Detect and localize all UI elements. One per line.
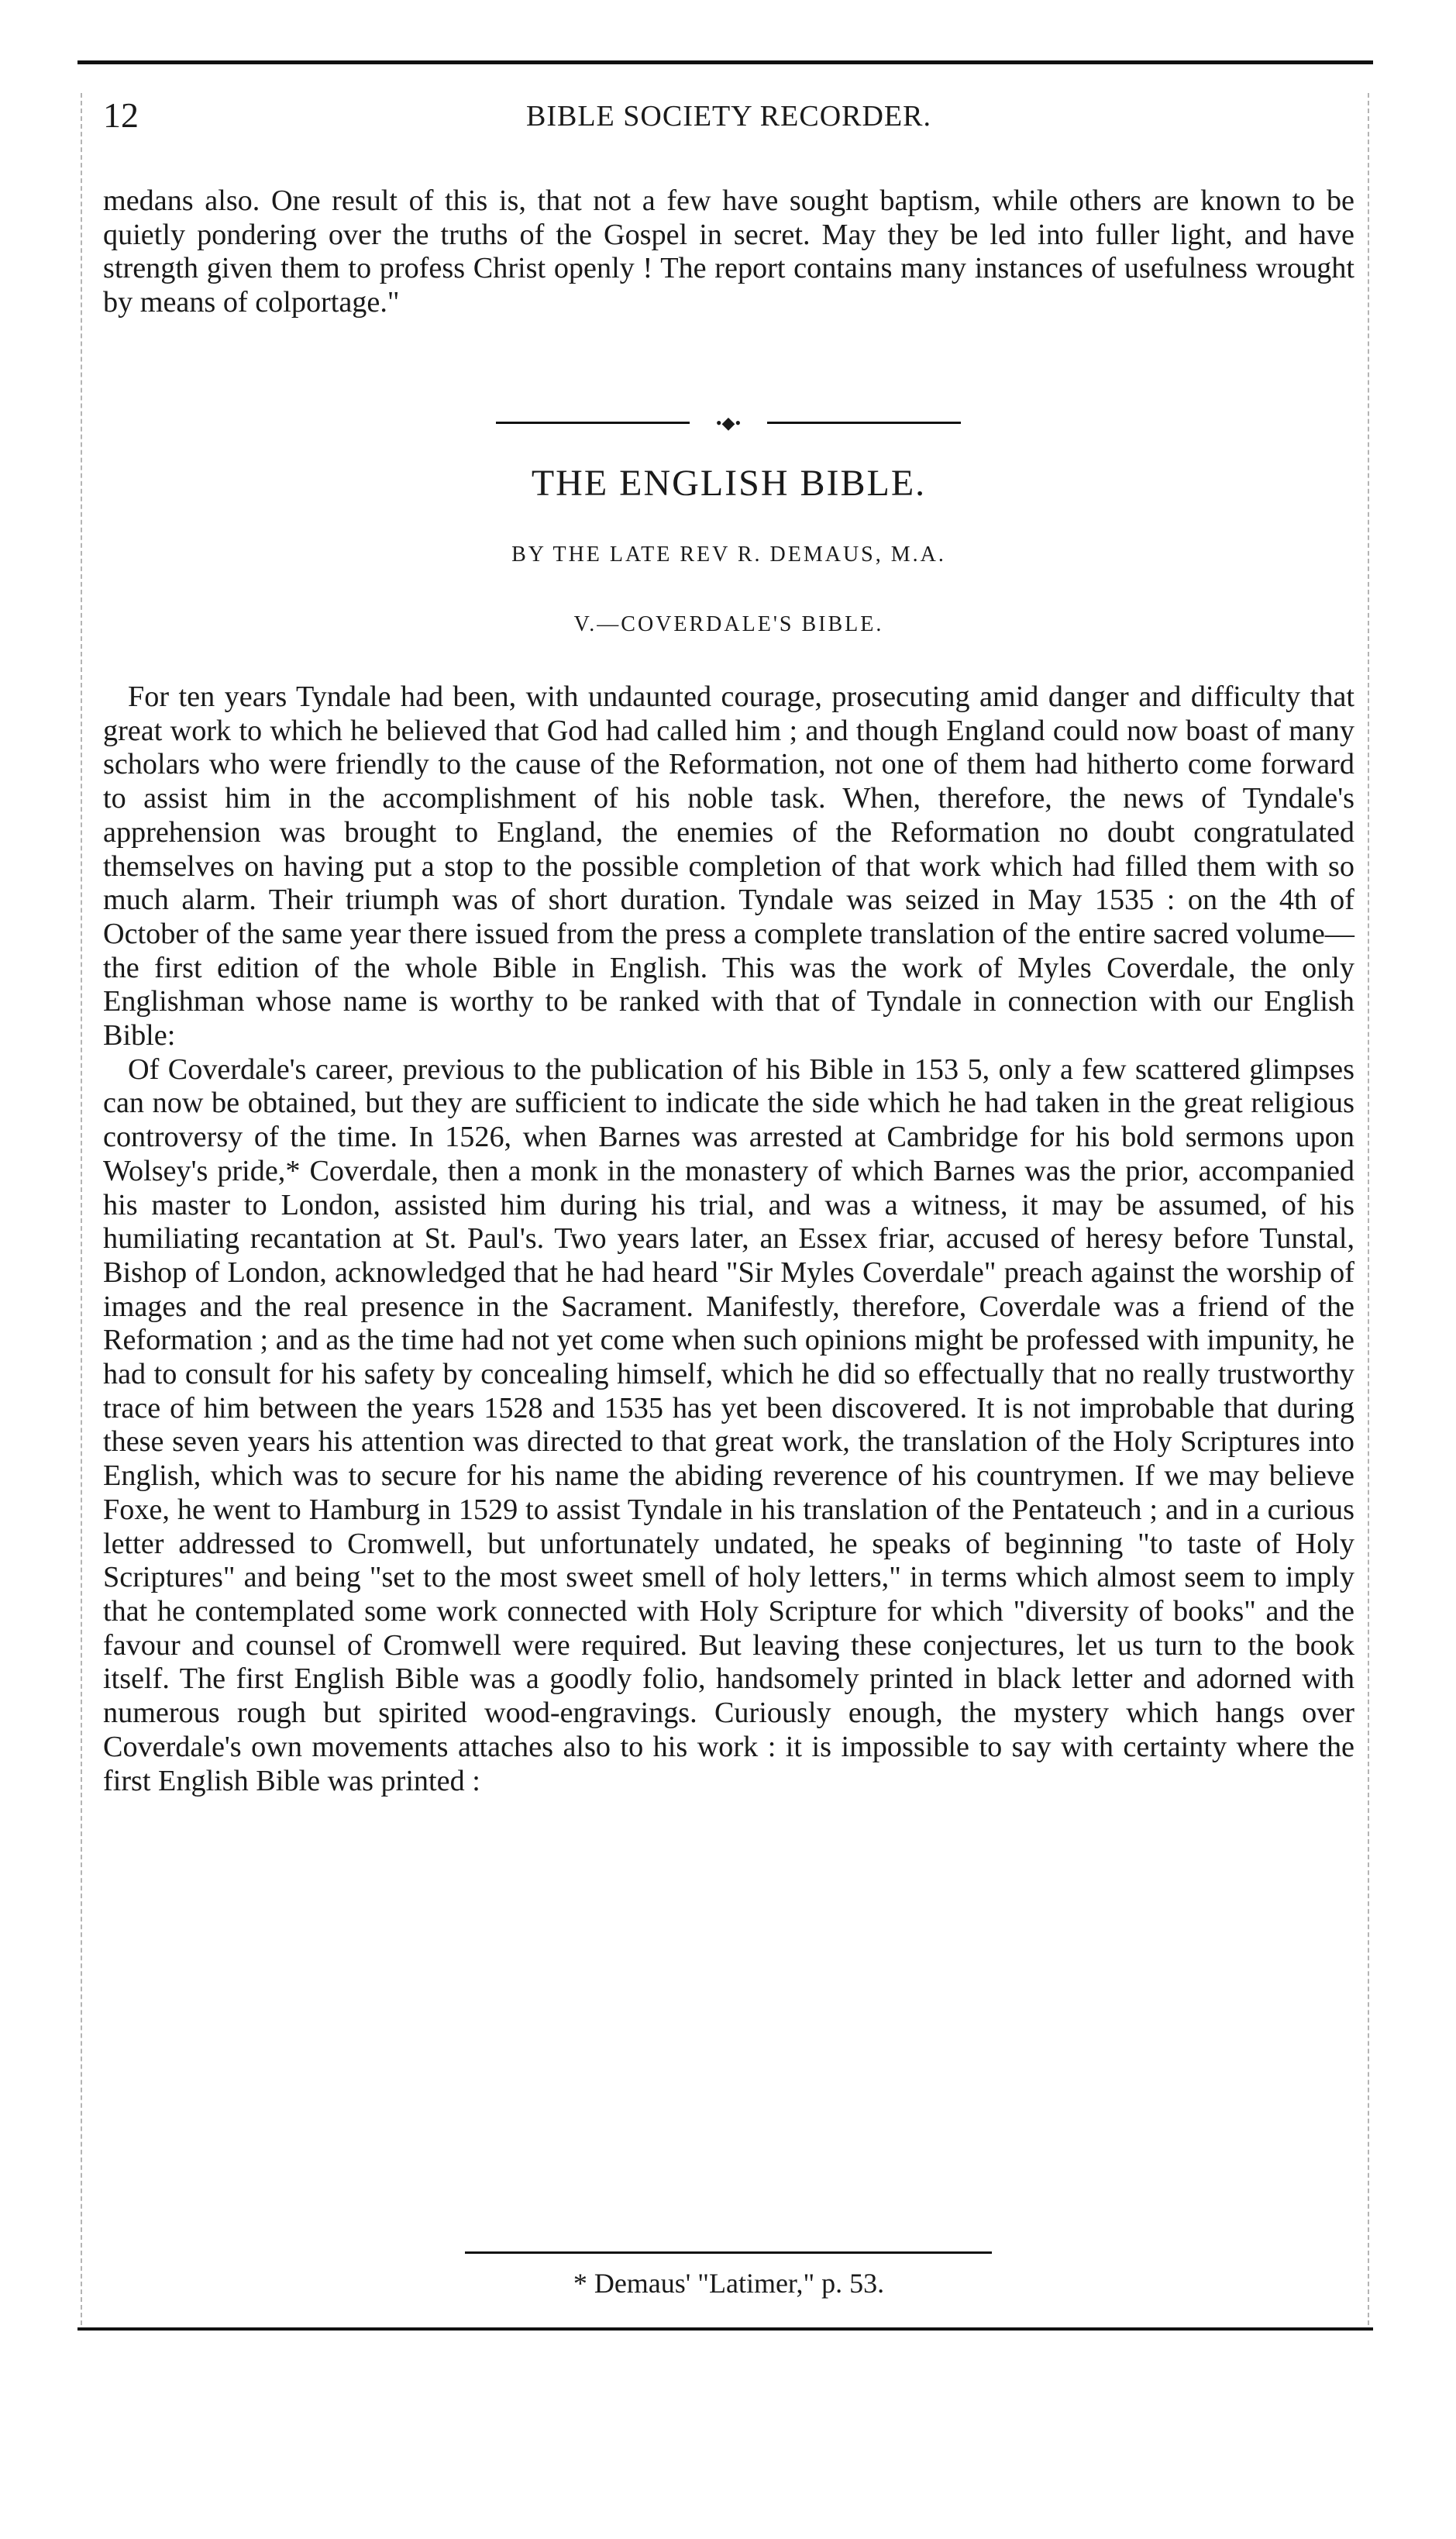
right-margin-trace [1368,93,1371,2325]
footnote-rule [465,2251,992,2254]
divider-ornament: •◆• [690,415,767,431]
article-byline: BY THE LATE REV R. DEMAUS, M.A. [511,543,946,567]
section-divider [496,415,961,431]
article-paragraph: For ten years Tyndale had been, with undaunted courage, prosecuting amid danger and difficulty that great work to which he believed that God had called him ; and though England could now boast of many scholars who were friendly to the cause of the Reformation, not one of them had hitherto come forward to assist him in the accomplishment of his noble task. When, therefore, the news of Tyndale's apprehension was brought to England, the enemies of the Reformation no doubt congratulated themselves on having put a stop to the possible completion of that work which had filled them with so much alarm. Their triumph was of short duration. Tyndale was seized in May 1535 : on the 4th of October of the same year there issued from the press a complete translation of the entire sacred volume—the first edition of the whole Bible in English. This was the work of Myles Coverdale, the only Englishman whose name is worthy to be ranked with that of Tyndale in connection with our English Bible: [103,680,1354,1052]
left-margin-trace [81,93,84,2325]
page-number: 12 [103,95,139,135]
running-head: BIBLE SOCIETY RECORDER. [526,100,931,133]
top-rule [77,60,1373,64]
lead-paragraph: medans also. One result of this is, that not a few have sought baptism, while others are known to be quietly pondering over the truths of the Gospel in secret. May they be led into fuller light, and have strength given them to profess Christ openly ! The report contains many instances of usefulness wrought by means of colportage." [103,184,1354,319]
bottom-rule [77,2327,1373,2331]
chapter-heading: V.—COVERDALE'S BIBLE. [573,612,884,636]
footnote: * Demaus' "Latimer," p. 53. [573,2268,885,2299]
lead-paragraph-block [103,184,1354,320]
article-paragraph: Of Coverdale's career, previous to the publication of his Bible in 153 5, only a few scattered glimpses can now be obtained, but they are sufficient to indicate the side which he had taken in the great religious controversy of the time. In 1526, when Barnes was arrested at Cambridge for his bold sermons upon Wolsey's pride,* Coverdale, then a monk in the monastery of which Barnes was the prior, accompanied his master to London, assisted him during his trial, and was a witness, it may be assumed, of his humiliating recantation at St. Paul's. Two years later, an Essex friar, accused of heresy before Tunstal, Bishop of London, acknowledged that he had heard "Sir Myles Coverdale" preach against the worship of images and the real presence in the Sacrament. Manifestly, therefore, Coverdale was a friend of the Reformation ; and as the time had not yet come when such opinions might be professed with impunity, he had to consult for his safety by concealing himself, which he did so effectually that no really trustworthy trace of him between the years 1528 and 1535 has yet been discovered. It is not improbable that during these seven years his attention was directed to that great work, the translation of the Holy Scriptures into English, which was to secure for his name the abiding reverence of his countrymen. If we may believe Foxe, he went to Hamburg in 1529 to assist Tyndale in his translation of the Pentateuch ; and in a curious letter addressed to Cromwell, but unfortunately undated, he speaks of beginning "to taste of Holy Scriptures" and being "set to the most sweet smell of holy letters," in terms which almost seem to imply that he contemplated some work connected with Holy Scripture for which "diversity of books" and the favour and counsel of Cromwell were required. But leaving these conjectures, let us turn to the book itself. The first English Bible was a goodly folio, handsomely printed in black letter and adorned with numerous rough but spirited wood-engravings. Curiously enough, the mystery which hangs over Coverdale's own movements attaches also to his work : it is impossible to say with certainty where the first English Bible was printed : [103,1052,1354,1797]
article-body [103,680,1354,1798]
article-title: THE ENGLISH BIBLE. [531,463,927,504]
page-header [103,95,1354,149]
